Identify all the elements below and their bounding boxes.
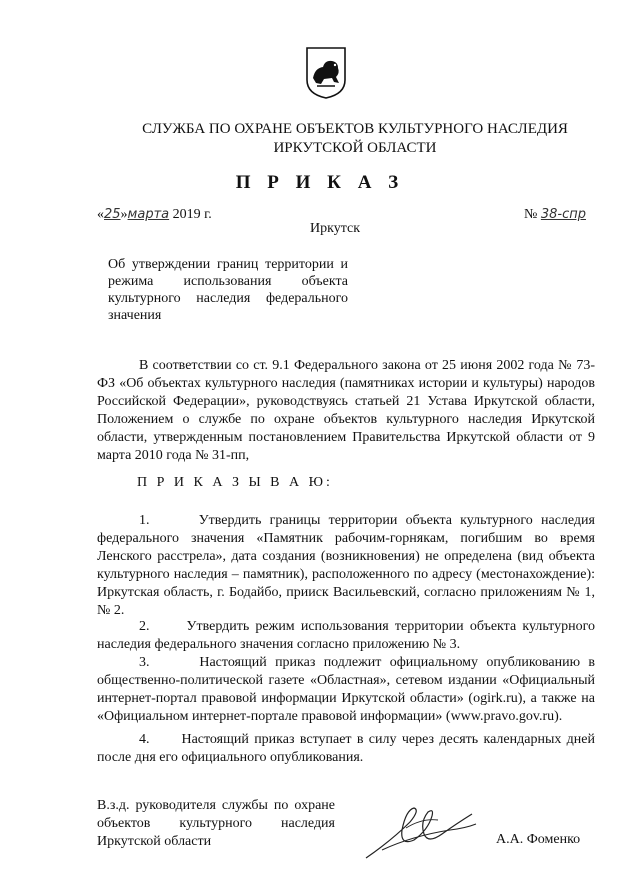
number-prefix: № xyxy=(524,207,538,222)
coat-of-arms-icon xyxy=(305,46,347,100)
date-day: 25 xyxy=(104,207,121,222)
order-item-1: 1. Утвердить границы территории объекта культурного наследия федерального значения «Памятник рабочим-горнякам, погибшим во время Ленского расстрела», дата создания (возникновения) не определена (вид объекта культурного наследия – памятник), расположенного по адресу (местонахождение): Иркутская область, г. Бодайбо, прииск Васильевский, согласно приложениям № 1, № 2. xyxy=(97,513,595,618)
document-subject: Об утверждении границ территории и режима использования объекта культурного наследия федерального значения xyxy=(108,257,348,323)
intro-paragraph: В соответствии со ст. 9.1 Федерального закона от 25 июня 2002 года № 73-ФЗ «Об объектах культурного наследия (памятниках истории и культуры) народов Российской Федерации», руководствуясь статьей 21 Устава Иркутской области, Положением о службе по охране объектов культурного наследия Иркутской области, утвержденным постановлением Правительства Иркутской области от 9 марта 2010 года № 31-пп, xyxy=(97,358,595,463)
order-item-4: 4. Настоящий приказ вступает в силу через десять календарных дней после дня его официального опубликования. xyxy=(97,732,595,765)
document-title: П Р И К А З xyxy=(235,172,405,193)
document-city: Иркутск xyxy=(309,221,361,236)
date-month: марта xyxy=(127,207,170,222)
date-close-quote: » xyxy=(120,207,128,222)
order-item-2: 2. Утвердить режим использования территории объекта культурного наследия федерального значения согласно приложению № 3. xyxy=(97,619,595,652)
order-item-3: 3. Настоящий приказ подлежит официальному опубликованию в общественно-политической газете «Областная», сетевом издании «Официальный интернет-портал правовой информации Иркутской области» (ogirk.ru), а также на «Официальном интернет-портале правовой информации» (www.pravo.gov.ru). xyxy=(97,655,595,724)
signatory-name: А.А. Фоменко xyxy=(496,832,581,847)
handwritten-signature xyxy=(362,800,480,862)
signatory-position: В.з.д. руководителя службы по охране объектов культурного наследия Иркутской области xyxy=(97,798,335,849)
date-year: 2019 г. xyxy=(172,207,212,222)
number-value: 38-спр xyxy=(540,207,586,222)
date-open-quote: « xyxy=(97,207,104,222)
organization-name-line-1: СЛУЖБА ПО ОХРАНЕ ОБЪЕКТОВ КУЛЬТУРНОГО НАСЛЕДИЯ xyxy=(142,121,568,137)
organization-name-line-2: ИРКУТСКОЙ ОБЛАСТИ xyxy=(273,140,437,156)
orders-heading: П Р И К А З Ы В А Ю: xyxy=(137,475,333,490)
